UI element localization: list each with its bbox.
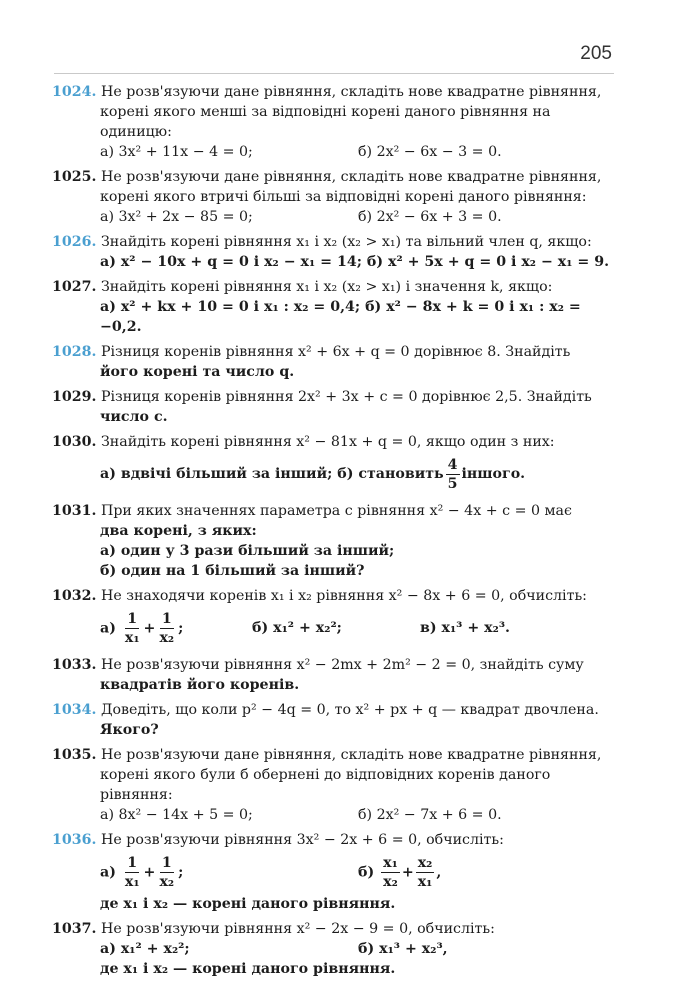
problem-1034: [52, 700, 622, 740]
problem-text: Знайдіть корені рівняння x₁ і x₂ (x₂ > x₁) і значення k, якщо:: [100, 279, 553, 295]
problem-text: При яких значеннях параметра c рівняння x² − 4x + c = 0 має: [100, 503, 572, 519]
problem-text-cont: два корені, з яких:: [100, 523, 257, 539]
problem-text: Знайдіть корені рівняння x₁ і x₂ (x₂ > x₁) та вільний член q, якщо:: [100, 234, 592, 250]
problem-1031: [52, 501, 622, 581]
problem-1036: [52, 830, 622, 914]
problem-number: 1024.: [52, 84, 97, 100]
problem-text: Не розв'язуючи дане рівняння, складіть нове квадратне рівняння,: [100, 169, 602, 185]
problem-number: 1032.: [52, 588, 97, 604]
problem-1026: [52, 232, 622, 272]
problem-text-cont: корені якого втричі більші за відповідні корені даного рівняння:: [100, 189, 587, 205]
option-a: а) $\frac{1}{\text{x₁}}$ + $\frac{1}{\text{x₂}}$ ;: [100, 854, 184, 890]
option-b: б) 2x² − 6x − 3 = 0.: [358, 144, 502, 160]
problem-text-cont: корені якого були б обернені до відповідних коренів даного рівняння:: [100, 767, 551, 803]
option-b: б) 2x² − 7x + 6 = 0.: [358, 807, 502, 823]
option-b: б) 2x² − 6x + 3 = 0.: [358, 209, 502, 225]
problem-1037: [52, 919, 622, 979]
problem-number: 1030.: [52, 434, 97, 450]
problem-1024: [52, 82, 622, 162]
problem-text-cont: його корені та число q.: [100, 364, 295, 380]
problems-list: [52, 82, 622, 984]
problem-note: де x₁ і x₂ — корені даного рівняння.: [100, 961, 396, 977]
problem-options: а) x² + kx + 10 = 0 і x₁ : x₂ = 0,4; б) x² − 8x + k = 0 і x₁ : x₂ = −0,2.: [100, 299, 581, 335]
problem-text: Доведіть, що коли p² − 4q = 0, то x² + px + q — квадрат двочлена.: [100, 702, 599, 718]
problem-1028: [52, 342, 622, 382]
problem-1030: [52, 432, 622, 496]
problem-number: 1035.: [52, 747, 97, 763]
problem-number: 1034.: [52, 702, 97, 718]
problem-number: 1031.: [52, 503, 97, 519]
problem-text: Знайдіть корені рівняння x² − 81x + q = 0, якщо один з них:: [100, 434, 555, 450]
option-b: б) один на 1 більший за інший?: [100, 563, 365, 579]
problem-text: Не розв'язуючи рівняння x² − 2x − 9 = 0, обчисліть:: [100, 921, 495, 937]
problem-number: 1033.: [52, 657, 97, 673]
problem-number: 1029.: [52, 389, 97, 405]
problem-options: а) x² − 10x + q = 0 і x₂ − x₁ = 14; б) x² + 5x + q = 0 і x₂ − x₁ = 9.: [100, 254, 610, 270]
option-a: а) 3x² + 2x − 85 = 0;: [100, 209, 253, 225]
option-a: а) x₁² + x₂²;: [100, 941, 190, 957]
option-a: а) 3x² + 11x − 4 = 0;: [100, 144, 253, 160]
option-b: б) x₁³ + x₂³,: [358, 941, 448, 957]
option-b: б) x₁² + x₂²;: [252, 620, 342, 636]
problem-text-cont: корені якого менші за відповідні корені даного рівняння на одиницю:: [100, 104, 551, 140]
header-rule: [54, 73, 614, 74]
problem-number: 1028.: [52, 344, 97, 360]
option-c: в) x₁³ + x₂³.: [420, 620, 510, 636]
option-a: а) 8x² − 14x + 5 = 0;: [100, 807, 253, 823]
option-line: а) вдвічі більший за інший; б) становить: [100, 466, 444, 482]
problem-text: Різниця коренів рівняння x² + 6x + q = 0 дорівнює 8. Знайдіть: [100, 344, 571, 360]
problem-text: Різниця коренів рівняння 2x² + 3x + c = 0 дорівнює 2,5. Знайдіть: [100, 389, 592, 405]
problem-number: 1027.: [52, 279, 97, 295]
problem-text: Не знаходячи коренів x₁ і x₂ рівняння x² − 8x + 6 = 0, обчисліть:: [100, 588, 587, 604]
problem-text: Не розв'язуючи рівняння x² − 2mx + 2m² − 2 = 0, знайдіть суму: [100, 657, 584, 673]
problem-1025: [52, 167, 622, 227]
problem-text: Не розв'язуючи рівняння 3x² − 2x + 6 = 0, обчисліть:: [100, 832, 504, 848]
problem-text-cont: квадратів його коренів.: [100, 677, 300, 693]
problem-number: 1025.: [52, 169, 97, 185]
problem-note: де x₁ і x₂ — корені даного рівняння.: [100, 896, 396, 912]
problem-number: 1036.: [52, 832, 97, 848]
problem-text: Не розв'язуючи дане рівняння, складіть нове квадратне рівняння,: [100, 747, 602, 763]
problem-number: 1037.: [52, 921, 97, 937]
fraction: $\frac{4}{5}$: [447, 456, 458, 492]
problem-1032: [52, 586, 622, 650]
option-a: а) $\frac{1}{\text{x₁}}$ + $\frac{1}{\text{x₂}}$ ;: [100, 610, 184, 646]
problem-1035: [52, 745, 622, 825]
problem-number: 1026.: [52, 234, 97, 250]
page-number: 205: [580, 43, 612, 64]
problem-1029: [52, 387, 622, 427]
option-a: а) один у 3 рази більший за інший;: [100, 543, 395, 559]
problem-text-cont: число c.: [100, 409, 168, 425]
problem-1027: [52, 277, 622, 337]
option-b: б) $\frac{\text{x₁}}{\text{x₂}}$ + $\frac{\text{x₂}}{\text{x₁}}$ ,: [358, 854, 442, 890]
problem-text-cont: Якого?: [100, 722, 159, 738]
problem-1033: [52, 655, 622, 695]
option-line-end: іншого.: [461, 466, 526, 482]
problem-text: Не розв'язуючи дане рівняння, складіть нове квадратне рівняння,: [100, 84, 602, 100]
